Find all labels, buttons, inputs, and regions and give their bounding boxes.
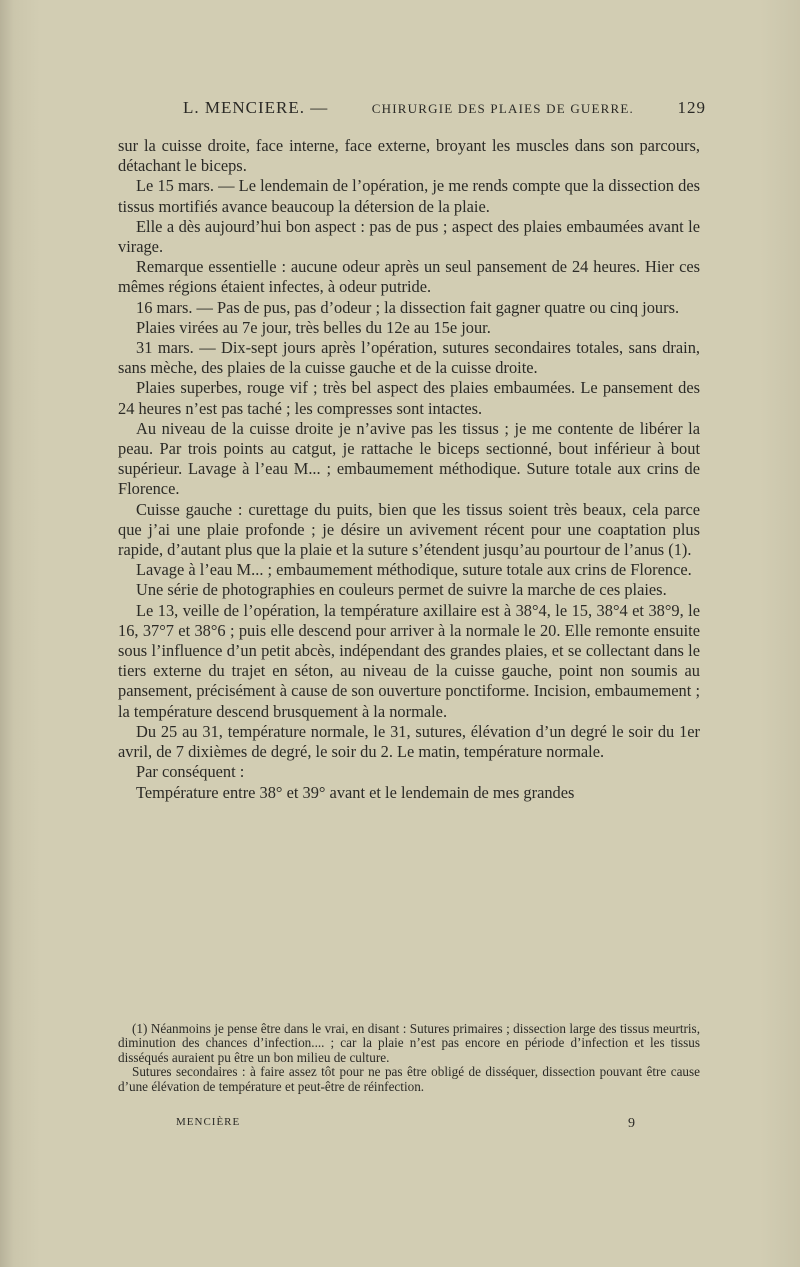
body-text (118, 136, 700, 803)
page-footer (176, 1116, 636, 1132)
paragraph: Du 25 au 31, température normale, le 31, sutures, élévation d’un degré le soir du 1er avril, de 7 dixièmes de degré, le soir du 2. Le matin, température normale. (118, 721, 700, 762)
paragraph: Le 15 mars. — Le lendemain de l’opération, je me rends compte que la dissection des tissus mortifiés avance beaucoup la détersion de la plaie. (118, 176, 700, 216)
paragraph: 31 mars. — Dix-sept jours après l’opération, sutures secondaires totales, sans drain, sans mèche, des plaies de la cuisse gauche et de la cuisse droite. (118, 338, 700, 378)
page-number: 129 (677, 98, 706, 117)
paragraph: Elle a dès aujourd’hui bon aspect : pas de pus ; aspect des plaies embaumées avant le virage. (118, 216, 700, 257)
header-author: L. MENCIERE. — (183, 98, 329, 117)
footnote: Sutures secondaires : à faire assez tôt pour ne pas être obligé de disséquer, dissection pouvant être cause d’une élévation de température et peut-être de réinfection. (118, 1064, 700, 1094)
paragraph: 16 mars. — Pas de pus, pas d’odeur ; la dissection fait gagner quatre ou cinq jours. (136, 297, 680, 317)
paragraph: Température entre 38° et 39° avant et le lendemain de mes grandes (136, 782, 575, 802)
paragraph: Cuisse gauche : curettage du puits, bien que les tissus soient très beaux, cela parce que j’ai une plaie profonde ; je désire un avivement récent pour une coaptation plus rapide, d’autant plus que la plaie et la suture s’étendent jusqu’au pourtour de l’anus (1). (118, 499, 700, 560)
running-header (183, 98, 706, 118)
paragraph: Remarque essentielle : aucune odeur après un seul pansement de 24 heures. Hier ces mêmes régions étaient infectes, à odeur putride. (118, 257, 700, 297)
footnote: (1) Néanmoins je pense être dans le vrai, en disant : Sutures primaires ; dissection large des tissus meurtris, diminution des chances d’infection.... ; car la plaie n’est pas encore en période d’infection et les tissus disséqués auraient pu être un bon milieu de culture. (118, 1021, 700, 1065)
paragraph: Une série de photographies en couleurs permet de suivre la marche de ces plaies. (136, 580, 667, 600)
paragraph: Le 13, veille de l’opération, la température axillaire est à 38°4, le 15, 38°4 et 38°9, le 16, 37°7 et 38°6 ; puis elle descend pour arriver à la normale le 20. Elle remonte ensuite sous l’influence d’un petit abcès, indépendant des grandes plaies, et se collectant dans le tiers externe du trajet en séton, au niveau de la cuisse gauche, point non soumis au pansement, précisément à cause de son ouverture ponctiforme. Incision, embaumement ; la température descend brusquement à la normale. (118, 600, 700, 721)
paragraph: Au niveau de la cuisse droite je n’avive pas les tissus ; je me contente de libérer la peau. Par trois points au catgut, je rattache le biceps sectionné, bout inférieur à bout supérieur. Lavage à l’eau M... ; embaumement méthodique. Suture totale aux crins de Florence. (118, 418, 700, 499)
paragraph: Plaies superbes, rouge vif ; très bel aspect des plaies embaumées. Le pansement des 24 heures n’est pas taché ; les compresses sont intactes. (118, 378, 700, 418)
header-running-title: CHIRURGIE DES PLAIES DE GUERRE. (371, 101, 634, 116)
sheet-number: 9 (628, 1116, 636, 1131)
paragraph: sur la cuisse droite, face interne, face externe, broyant les muscles dans son parcours, détachant le biceps. (118, 136, 700, 176)
paragraph: Lavage à l’eau M... ; embaumement méthodique, suture totale aux crins de Florence. (136, 560, 692, 580)
footnotes (118, 1022, 700, 1094)
paragraph: Par conséquent : (136, 762, 245, 782)
paragraph: Plaies virées au 7e jour, très belles du 12e au 15e jour. (136, 317, 491, 337)
footer-signature: MENCIÈRE (176, 1116, 241, 1128)
